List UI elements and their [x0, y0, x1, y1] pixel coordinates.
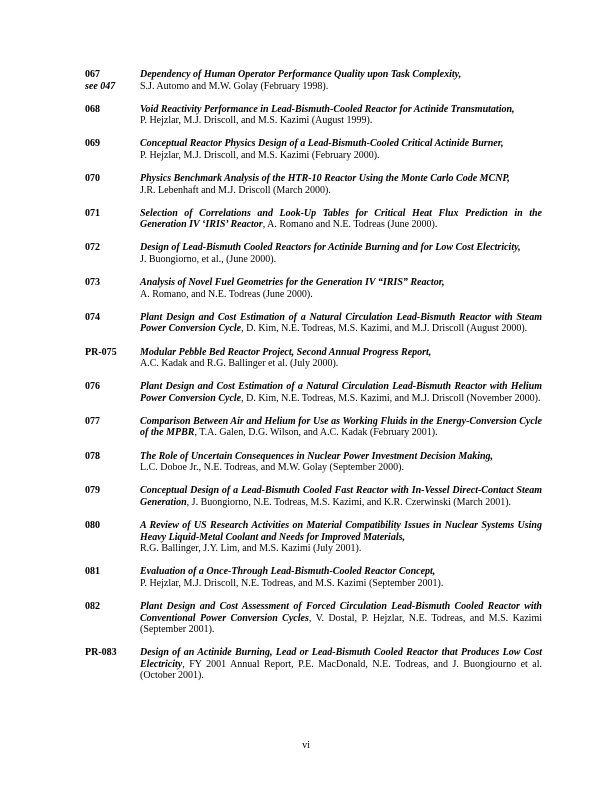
report-title: Plant Design and Cost Estimation of a Natural Circulation Lead-Bismuth Reactor with Helium Power Conversion Cycle: [140, 381, 542, 404]
report-number-column: [85, 208, 140, 220]
report-title: Comparison Between Air and Helium for Use as Working Fluids in the Energy-Conversion Cycle of the MPBR: [140, 415, 542, 439]
report-cross-reference: see 047: [85, 80, 116, 92]
report-title: Physics Benchmark Analysis of the HTR-10 Reactor Using the Monte Carlo Code MCNP,: [140, 173, 510, 185]
report-number: 077: [85, 415, 100, 427]
report-entry: [85, 104, 542, 127]
report-entry: [85, 520, 542, 555]
report-number: 080: [85, 519, 100, 531]
report-number-column: [85, 104, 140, 116]
report-entry: [85, 347, 542, 370]
report-entry: [85, 416, 542, 439]
report-entry-content: [140, 601, 542, 636]
report-title: Conceptual Reactor Physics Design of a Lead-Bismuth-Cooled Critical Actinide Burner,: [140, 138, 504, 150]
report-title: Plant Design and Cost Estimation of a Natural Circulation Lead-Bismuth Reactor with Steam Power Conversion Cycle: [140, 311, 542, 335]
report-entry-content: [140, 173, 542, 196]
report-number-column: [85, 566, 140, 578]
report-authors: P. Hejzlar, M.J. Driscoll, and M.S. Kazimi (February 2000).: [140, 149, 380, 161]
report-title: Design of an Actinide Burning, Lead or Lead-Bismuth Cooled Reactor that Produces Low Cost Electricity: [140, 647, 542, 670]
report-number-column: [85, 69, 140, 92]
report-entry: [85, 566, 542, 589]
report-entry: [85, 69, 542, 92]
report-entry: [85, 242, 542, 265]
report-authors: S.J. Automo and M.W. Golay (February 1998).: [140, 80, 329, 92]
report-entry: [85, 485, 542, 508]
report-title: Void Reactivity Performance in Lead-Bismuth-Cooled Reactor for Actinide Transmutation,: [140, 103, 515, 115]
report-number-column: [85, 347, 140, 359]
report-entry: [85, 173, 542, 196]
report-number-column: [85, 242, 140, 254]
report-number-column: [85, 138, 140, 150]
report-entry-content: [140, 566, 542, 589]
report-entry: [85, 138, 542, 161]
report-number: PR-083: [85, 647, 117, 659]
report-entry: [85, 208, 542, 231]
report-title: Selection of Correlations and Look-Up Tables for Critical Heat Flux Prediction in the Generation IV ‘IRIS’ Reactor: [140, 207, 542, 231]
report-number: 072: [85, 242, 100, 254]
report-number: 068: [85, 103, 100, 115]
report-entry-content: [140, 520, 542, 555]
page-number: vi: [302, 740, 310, 751]
report-number-column: [85, 173, 140, 185]
report-list: [85, 69, 542, 682]
report-entry-content: [140, 277, 542, 300]
report-title: Evaluation of a Once-Through Lead-Bismuth-Cooled Reactor Concept,: [140, 566, 436, 578]
report-authors: , T.A. Galen, D.G. Wilson, and A.C. Kadak (February 2001).: [194, 427, 438, 439]
report-authors: , FY 2001 Annual Report, P.E. MacDonald, N.E. Todreas, and J. Buongiourno et al. (October 2001).: [140, 658, 542, 682]
report-number: 081: [85, 566, 100, 578]
report-entry-content: [140, 485, 542, 508]
report-number-column: [85, 416, 140, 428]
report-entry-content: [140, 647, 542, 682]
report-authors: , V. Dostal, P. Hejzlar, N.E. Todreas, and M.S. Kazimi (September 2001).: [140, 612, 542, 636]
report-entry-content: [140, 138, 542, 161]
report-number: 073: [85, 277, 100, 289]
report-title: Design of Lead-Bismuth Cooled Reactors for Actinide Burning and for Low Cost Electricity,: [140, 242, 521, 254]
report-entry-content: [140, 312, 542, 335]
report-authors: J. Buongiorno, et al., (June 2000).: [140, 254, 277, 266]
report-number: 071: [85, 207, 100, 219]
report-entry: [85, 601, 542, 636]
report-title: Analysis of Novel Fuel Geometries for the Generation IV “IRIS” Reactor,: [140, 277, 445, 289]
report-number: 069: [85, 138, 100, 150]
report-number-column: [85, 485, 140, 497]
report-title: The Role of Uncertain Consequences in Nuclear Power Investment Decision Making,: [140, 450, 494, 462]
report-entry-content: [140, 416, 542, 439]
report-entry: [85, 647, 542, 682]
report-number-column: [85, 381, 140, 393]
report-number-column: [85, 277, 140, 289]
report-entry-content: [140, 104, 542, 127]
report-number-column: [85, 601, 140, 613]
report-number: 082: [85, 600, 100, 612]
report-authors: , J. Buongiorno, N.E. Todreas, M.S. Kazimi, and K.R. Czerwinski (March 2001).: [186, 496, 512, 508]
report-authors: , D. Kim, N.E. Todreas, M.S. Kazimi, and M.J. Driscoll (August 2000).: [241, 323, 528, 335]
report-title: Conceptual Design of a Lead-Bismuth Cooled Fast Reactor with In-Vessel Direct-Contact Steam Generation: [140, 485, 542, 508]
report-entry-content: [140, 451, 542, 474]
report-number: 067: [85, 69, 100, 80]
report-entry-content: [140, 347, 542, 370]
report-authors: , A. Romano and N.E. Todreas (June 2000).: [262, 219, 438, 231]
report-number: 079: [85, 485, 100, 497]
report-entry: [85, 381, 542, 404]
report-entry-content: [140, 381, 542, 404]
report-title: Plant Design and Cost Assessment of Forced Circulation Lead-Bismuth Cooled Reactor with Conventional Power Conversion Cycles: [140, 600, 542, 624]
report-authors: P. Hejzlar, M.J. Driscoll, N.E. Todreas, and M.S. Kazimi (September 2001).: [140, 577, 444, 589]
report-entry-content: [140, 242, 542, 265]
report-number-column: [85, 451, 140, 463]
report-title: A Review of US Research Activities on Material Compatibility Issues in Nuclear Systems Using Heavy Liquid-Metal Coolant and Needs for Improved Materials,: [140, 519, 542, 543]
report-number: PR-075: [85, 346, 117, 358]
report-number: 078: [85, 450, 100, 462]
report-authors: A. Romano, and N.E. Todreas (June 2000).: [140, 288, 313, 300]
report-entry-content: [140, 69, 542, 92]
report-authors: J.R. Lebenhaft and M.J. Driscoll (March 2000).: [140, 184, 331, 196]
report-number: 076: [85, 381, 100, 393]
report-authors: A.C. Kadak and R.G. Ballinger et al. (July 2000).: [140, 358, 339, 370]
report-number-column: [85, 520, 140, 532]
report-title: Dependency of Human Operator Performance Quality upon Task Complexity,: [140, 69, 462, 80]
report-number: 070: [85, 173, 100, 185]
report-number-column: [85, 647, 140, 659]
report-entry: [85, 451, 542, 474]
report-number-column: [85, 312, 140, 324]
report-entry: [85, 277, 542, 300]
report-authors: R.G. Ballinger, J.Y. Lim, and M.S. Kazimi (July 2001).: [140, 543, 362, 555]
report-authors: , D. Kim, N.E. Todreas, M.S. Kazimi, and M.J. Driscoll (November 2000).: [241, 392, 541, 404]
report-entry: [85, 312, 542, 335]
report-title: Modular Pebble Bed Reactor Project, Second Annual Progress Report,: [140, 346, 432, 358]
report-authors: P. Hejzlar, M.J. Driscoll, and M.S. Kazimi (August 1999).: [140, 115, 373, 127]
report-number: 074: [85, 311, 100, 323]
report-authors: L.C. Doboe Jr., N.E. Todreas, and M.W. Golay (September 2000).: [140, 462, 404, 474]
report-entry-content: [140, 208, 542, 231]
